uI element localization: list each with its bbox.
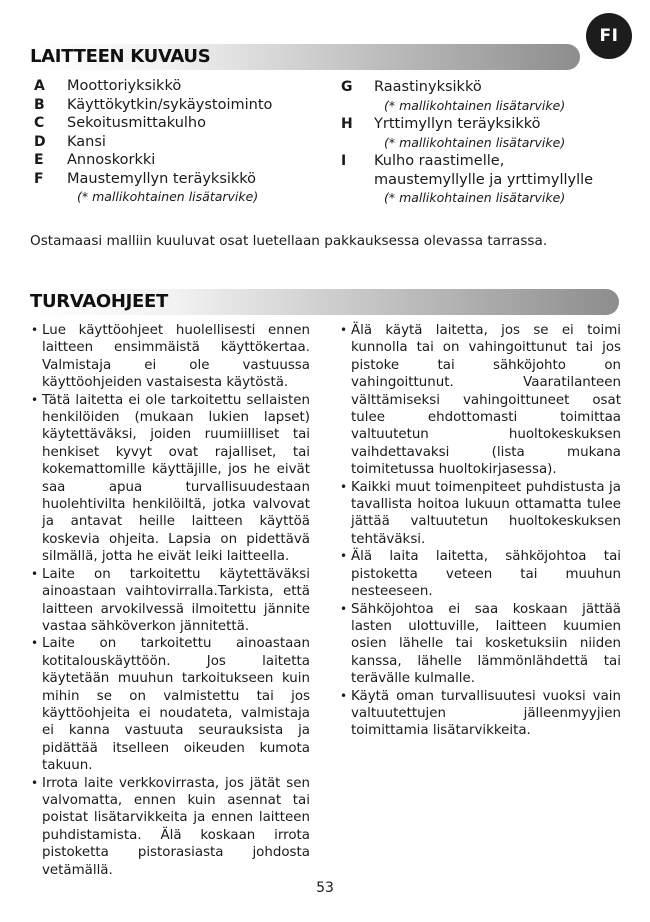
part-accessory-note: (* mallikohtainen lisätarvike) (77, 189, 259, 204)
safety-bullet (340, 479, 621, 549)
part-letter: B (34, 96, 45, 113)
part-item (34, 170, 324, 189)
part-item (341, 115, 601, 134)
part-item (341, 78, 601, 97)
language-badge: FI (586, 13, 632, 59)
bullet-dot-icon: • (340, 549, 348, 564)
safety-column-right (340, 322, 621, 740)
package-note: Ostamaasi malliin kuuluvat osat luetellaan pakkauksessa olevassa tarrassa. (30, 233, 548, 249)
bullet-dot-icon: • (340, 688, 348, 703)
part-name: Kulho raastimelle, maustemyllylle ja yrttimyllylle (374, 153, 594, 188)
part-name: Maustemyllyn teräyksikkö (67, 170, 257, 187)
part-name: Käyttökytkin/sykäystoiminto (67, 96, 273, 113)
part-letter: F (34, 170, 44, 187)
part-item (34, 151, 324, 170)
part-accessory-note: (* mallikohtainen lisätarvike) (384, 134, 566, 150)
section-title-safety: TURVAOHJEET (30, 291, 169, 312)
bullet-text: Sähköjohtoa ei saa koskaan jättää lasten ulottuville, laitteen kuumien osien lähelle tai kosketuksiin niiden kanssa, lähelle lämmönlähdettä tai terävälle kulmalle. (351, 601, 621, 687)
bullet-dot-icon: • (31, 636, 39, 651)
part-item (34, 133, 324, 152)
bullet-text: Tätä laitetta ei ole tarkoitettu sellaisten henkilöiden (mukaan lukien lapset) käytettäväksi, joiden ruumiilliset tai henkiset kyvyt ovat rajalliset, tai kokemattomille käyttäjille, jos he eivät saa apua turvallisuudestaan huolehtivilta henkilöiltä, jotka valvovat ja antavat heille laitteen käyttöä koskevia ohjeita. Lapsia on pidettävä silmällä, jotta he eivät leiki laitteella. (42, 392, 310, 565)
safety-bullet (31, 392, 310, 566)
part-name: Kansi (67, 133, 106, 150)
bullet-dot-icon: • (31, 323, 39, 337)
part-letter: I (341, 153, 347, 169)
part-name: Raastinyksikkö (374, 79, 482, 95)
part-accessory-note: (* mallikohtainen lisätarvike) (384, 97, 566, 113)
safety-bullet (31, 635, 310, 774)
part-letter: H (341, 116, 353, 132)
bullet-text: Irrota laite verkkovirrasta, jos jätät sen valvomatta, ennen kuin asennat tai poistat lisätarvikkeita ja ennen laitteen puhdistamista. Älä koskaan irrota pistoketta pistorasiasta johdosta vetämällä. (42, 775, 310, 878)
part-letter: D (34, 133, 46, 150)
part-name: Moottoriyksikkö (67, 78, 182, 94)
parts-list-left (34, 77, 324, 207)
part-letter: E (34, 152, 44, 168)
part-item (341, 152, 601, 189)
safety-bullet (340, 322, 621, 479)
bullet-text: Lue käyttöohjeet huolellisesti ennen laitteen ensimmäistä käyttökertaa. Valmistaja ei ole vastuussa käyttöohjeiden vastaisesta käytöstä. (42, 323, 310, 391)
safety-bullet (340, 688, 621, 740)
bullet-dot-icon: • (340, 323, 348, 337)
bullet-dot-icon: • (31, 566, 39, 581)
part-letter: G (341, 79, 353, 95)
part-letter: A (34, 78, 45, 94)
bullet-dot-icon: • (340, 601, 348, 616)
safety-column-left (31, 322, 310, 879)
bullet-dot-icon: • (340, 479, 348, 494)
page-number: 53 (316, 880, 334, 896)
part-accessory-note: (* mallikohtainen lisätarvike) (384, 190, 566, 205)
bullet-text: Laite on tarkoitettu käytettäväksi ainoastaan vaihtovirralla.Tarkista, että laitteen arvokilvessä ilmoitettu jännite vastaa sähköverkon jännitettä. (42, 566, 310, 634)
part-item (34, 114, 324, 133)
part-item (34, 77, 324, 96)
safety-bullet (340, 601, 621, 688)
part-name: Annoskorkki (67, 152, 156, 168)
part-name: Yrttimyllyn teräyksikkö (374, 116, 541, 132)
bullet-dot-icon: • (31, 392, 39, 407)
bullet-text: Laite on tarkoitettu ainoastaan kotitalouskäyttöön. Jos laitetta käytetään muuhun tarkoitukseen kuin mihin se on valmistettu tai jos käyttöohjeita ei noudateta, valmistaja ei kanna vastuuta seurauksista ja pidättää itselleen oikeuden kumota takuun. (42, 636, 310, 774)
section-title-description: LAITTEEN KUVAUS (30, 46, 211, 67)
safety-bullet (31, 775, 310, 879)
part-name: Sekoitusmittakulho (67, 115, 206, 131)
bullet-text: Älä käytä laitetta, jos se ei toimi kunnolla tai on vahingoittunut tai jos pistoke tai sähköjohto on vahingoittunut. Vaaratilanteen välttämiseksi vahingoittuneet osat tulee ehdottomasti toimittaa valtuutetun huoltokeskuksen vaihdettavaksi (lista mukana toimitetussa huoltokirjasessa). (351, 323, 621, 478)
safety-bullet (31, 566, 310, 636)
bullet-text: Älä laita laitetta, sähköjohtoa tai pistoketta veteen tai muuhun nesteeseen. (351, 549, 621, 600)
part-letter: C (34, 115, 45, 131)
bullet-text: Kaikki muut toimenpiteet puhdistusta ja tavallista hoitoa lukuun ottamatta tulee jättää valtuutetun huoltokeskuksen tehtäväksi. (351, 479, 621, 547)
parts-list-right (341, 78, 601, 208)
safety-bullet (31, 322, 310, 392)
safety-bullet (340, 548, 621, 600)
bullet-dot-icon: • (31, 775, 39, 790)
bullet-text: Käytä oman turvallisuutesi vuoksi vain valtuutettujen jälleenmyyjien toimittamia lisätarvikkeita. (351, 688, 621, 739)
part-item (34, 96, 324, 115)
